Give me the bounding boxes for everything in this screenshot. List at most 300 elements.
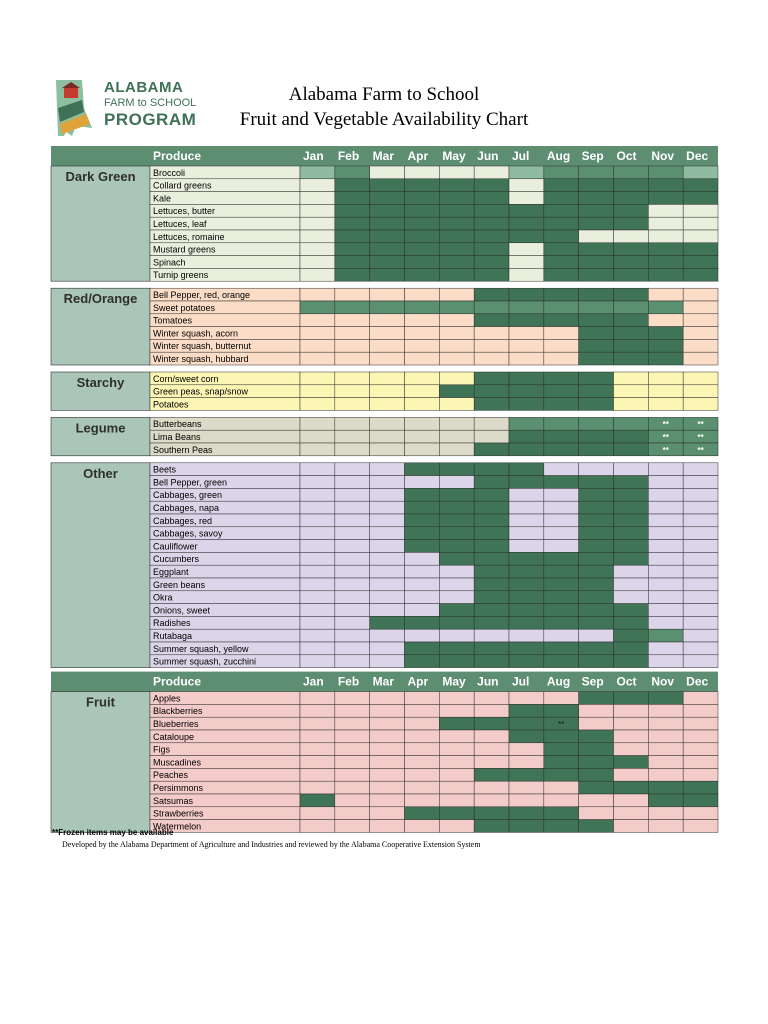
availability-cell bbox=[439, 717, 474, 730]
availability-cell bbox=[614, 820, 649, 833]
availability-cell bbox=[370, 756, 405, 769]
availability-cell bbox=[509, 565, 544, 578]
availability-cell bbox=[335, 820, 370, 833]
availability-cell bbox=[509, 166, 544, 179]
availability-cell bbox=[300, 578, 335, 591]
availability-cell bbox=[544, 768, 579, 781]
availability-cell bbox=[439, 692, 474, 705]
availability-cell bbox=[579, 781, 614, 794]
availability-cell bbox=[335, 339, 370, 352]
availability-cell bbox=[474, 476, 509, 489]
availability-cell bbox=[614, 217, 649, 230]
availability-cell bbox=[335, 417, 370, 430]
availability-cell bbox=[439, 301, 474, 314]
availability-cell bbox=[509, 488, 544, 501]
produce-name: Winter squash, acorn bbox=[153, 328, 239, 339]
availability-cell bbox=[439, 166, 474, 179]
availability-cell bbox=[439, 327, 474, 340]
availability-cell bbox=[509, 463, 544, 476]
availability-cell bbox=[683, 314, 718, 327]
category-label: Fruit bbox=[86, 694, 115, 710]
availability-cell bbox=[683, 217, 718, 230]
availability-cell bbox=[335, 527, 370, 540]
produce-name: Cauliflower bbox=[153, 541, 198, 552]
availability-cell bbox=[439, 268, 474, 281]
availability-cell bbox=[579, 730, 614, 743]
availability-cell bbox=[335, 704, 370, 717]
availability-cell bbox=[648, 179, 683, 192]
produce-name: Cucumbers bbox=[153, 554, 200, 565]
availability-cell bbox=[579, 756, 614, 769]
availability-cell bbox=[683, 243, 718, 256]
availability-cell bbox=[405, 256, 440, 269]
availability-cell bbox=[579, 807, 614, 820]
availability-cell bbox=[544, 288, 579, 301]
produce-name: Okra bbox=[153, 592, 173, 603]
produce-name: Cabbages, napa bbox=[153, 503, 220, 513]
availability-cell bbox=[648, 372, 683, 385]
availability-cell bbox=[300, 604, 335, 617]
availability-cell bbox=[544, 514, 579, 527]
availability-cell bbox=[648, 476, 683, 489]
availability-cell bbox=[544, 781, 579, 794]
header-month-dec: Dec bbox=[686, 674, 709, 689]
availability-cell bbox=[544, 527, 579, 540]
produce-name: Cabbages, green bbox=[153, 490, 223, 501]
availability-cell bbox=[648, 501, 683, 514]
availability-cell bbox=[370, 476, 405, 489]
produce-name: Lettuces, romaine bbox=[153, 231, 225, 242]
availability-cell bbox=[370, 794, 405, 807]
availability-cell bbox=[300, 192, 335, 205]
frozen-mark: ** bbox=[662, 433, 669, 442]
availability-cell bbox=[544, 339, 579, 352]
availability-cell bbox=[614, 604, 649, 617]
availability-cell bbox=[474, 655, 509, 668]
availability-cell bbox=[614, 476, 649, 489]
availability-cell bbox=[300, 768, 335, 781]
availability-cell bbox=[579, 552, 614, 565]
availability-cell bbox=[648, 591, 683, 604]
availability-cell bbox=[509, 756, 544, 769]
availability-cell bbox=[614, 692, 649, 705]
availability-cell bbox=[614, 385, 649, 398]
availability-cell bbox=[683, 476, 718, 489]
availability-cell bbox=[614, 807, 649, 820]
produce-name: Turnip greens bbox=[153, 270, 209, 281]
availability-cell bbox=[370, 430, 405, 443]
availability-cell bbox=[683, 629, 718, 642]
availability-cell bbox=[335, 768, 370, 781]
availability-cell bbox=[648, 743, 683, 756]
header-month-nov: Nov bbox=[651, 674, 675, 689]
availability-cell bbox=[335, 243, 370, 256]
availability-cell bbox=[474, 243, 509, 256]
availability-cell bbox=[579, 243, 614, 256]
logo-line-3: PROGRAM bbox=[104, 110, 197, 129]
availability-cell bbox=[405, 704, 440, 717]
availability-cell bbox=[648, 256, 683, 269]
availability-cell bbox=[648, 243, 683, 256]
availability-cell bbox=[648, 807, 683, 820]
availability-cell bbox=[509, 501, 544, 514]
availability-cell bbox=[405, 217, 440, 230]
logo-line-1: ALABAMA bbox=[104, 79, 184, 96]
availability-cell bbox=[579, 288, 614, 301]
availability-cell bbox=[300, 820, 335, 833]
availability-cell bbox=[579, 527, 614, 540]
page-title: Alabama Farm to School bbox=[288, 84, 480, 105]
frozen-mark: ** bbox=[662, 420, 669, 430]
availability-cell bbox=[335, 794, 370, 807]
availability-cell bbox=[509, 339, 544, 352]
availability-cell bbox=[370, 591, 405, 604]
availability-cell bbox=[544, 327, 579, 340]
availability-cell bbox=[335, 642, 370, 655]
availability-cell bbox=[370, 578, 405, 591]
availability-cell bbox=[614, 629, 649, 642]
availability-cell bbox=[300, 540, 335, 553]
availability-cell bbox=[509, 591, 544, 604]
availability-cell bbox=[474, 565, 509, 578]
availability-cell bbox=[474, 820, 509, 833]
availability-cell bbox=[544, 820, 579, 833]
availability-cell bbox=[335, 314, 370, 327]
availability-cell bbox=[579, 488, 614, 501]
availability-cell bbox=[300, 704, 335, 717]
produce-name: Spinach bbox=[153, 257, 186, 268]
availability-cell bbox=[648, 314, 683, 327]
produce-name: Apples bbox=[153, 693, 181, 704]
availability-cell bbox=[300, 655, 335, 668]
availability-cell bbox=[300, 476, 335, 489]
availability-cell bbox=[614, 417, 649, 430]
availability-cell bbox=[439, 578, 474, 591]
availability-cell bbox=[683, 756, 718, 769]
produce-name: Tomatoes bbox=[153, 315, 193, 326]
availability-cell bbox=[544, 301, 579, 314]
availability-cell bbox=[474, 327, 509, 340]
header-month-sep: Sep bbox=[581, 149, 604, 163]
category-label: Red/Orange bbox=[63, 291, 138, 307]
availability-cell bbox=[509, 230, 544, 243]
availability-cell bbox=[544, 794, 579, 807]
availability-cell bbox=[405, 655, 440, 668]
availability-cell bbox=[474, 488, 509, 501]
availability-cell bbox=[474, 230, 509, 243]
availability-cell bbox=[335, 717, 370, 730]
availability-cell bbox=[544, 243, 579, 256]
frozen-mark: ** bbox=[697, 420, 704, 430]
availability-cell bbox=[370, 398, 405, 411]
availability-cell bbox=[335, 743, 370, 756]
produce-name: Figs bbox=[153, 744, 171, 755]
produce-name: Satsumas bbox=[153, 795, 194, 806]
availability-cell bbox=[370, 443, 405, 456]
availability-cell bbox=[439, 820, 474, 833]
availability-cell bbox=[300, 807, 335, 820]
availability-cell bbox=[579, 655, 614, 668]
availability-cell bbox=[335, 781, 370, 794]
availability-cell bbox=[335, 268, 370, 281]
availability-cell bbox=[474, 642, 509, 655]
availability-cell bbox=[474, 417, 509, 430]
availability-cell bbox=[300, 692, 335, 705]
availability-cell bbox=[614, 192, 649, 205]
header-month-aug: Aug bbox=[546, 674, 571, 689]
availability-cell bbox=[509, 443, 544, 456]
availability-cell bbox=[474, 616, 509, 629]
availability-cell bbox=[509, 514, 544, 527]
availability-cell bbox=[614, 179, 649, 192]
availability-cell bbox=[579, 768, 614, 781]
availability-cell bbox=[683, 268, 718, 281]
availability-cell bbox=[335, 179, 370, 192]
availability-cell bbox=[405, 604, 440, 617]
availability-cell bbox=[579, 591, 614, 604]
availability-cell bbox=[405, 230, 440, 243]
availability-cell bbox=[648, 730, 683, 743]
availability-cell bbox=[614, 327, 649, 340]
availability-cell bbox=[300, 443, 335, 456]
availability-cell bbox=[509, 743, 544, 756]
availability-cell bbox=[405, 314, 440, 327]
availability-cell bbox=[544, 385, 579, 398]
produce-name: Rutabaga bbox=[153, 631, 193, 641]
availability-cell bbox=[648, 578, 683, 591]
availability-cell bbox=[405, 166, 440, 179]
header-month-may: May bbox=[442, 149, 466, 163]
availability-cell bbox=[370, 417, 405, 430]
availability-cell bbox=[683, 256, 718, 269]
produce-name-cell bbox=[150, 743, 300, 756]
availability-cell bbox=[614, 756, 649, 769]
availability-cell bbox=[683, 820, 718, 833]
produce-name: Winter squash, hubbard bbox=[153, 354, 249, 364]
produce-name: Summer squash, zucchini bbox=[153, 656, 257, 667]
availability-cell bbox=[300, 288, 335, 301]
availability-cell bbox=[439, 372, 474, 385]
availability-cell bbox=[683, 352, 718, 365]
availability-cell bbox=[683, 463, 718, 476]
availability-cell bbox=[509, 730, 544, 743]
availability-cell bbox=[544, 204, 579, 217]
availability-cell bbox=[509, 781, 544, 794]
availability-cell bbox=[439, 398, 474, 411]
availability-cell bbox=[648, 204, 683, 217]
availability-cell bbox=[405, 768, 440, 781]
availability-cell bbox=[579, 352, 614, 365]
produce-name: Persimmons bbox=[153, 783, 204, 793]
availability-cell bbox=[509, 417, 544, 430]
availability-cell bbox=[405, 730, 440, 743]
availability-cell bbox=[335, 578, 370, 591]
availability-cell bbox=[335, 288, 370, 301]
availability-cell bbox=[579, 166, 614, 179]
availability-cell bbox=[439, 476, 474, 489]
produce-name: Blueberries bbox=[153, 719, 199, 729]
availability-cell bbox=[614, 204, 649, 217]
availability-cell bbox=[370, 463, 405, 476]
availability-cell bbox=[683, 327, 718, 340]
availability-cell bbox=[474, 256, 509, 269]
availability-cell bbox=[300, 256, 335, 269]
availability-cell bbox=[405, 794, 440, 807]
produce-name: Lettuces, butter bbox=[153, 206, 216, 217]
availability-cell bbox=[370, 820, 405, 833]
availability-cell bbox=[614, 243, 649, 256]
availability-cell bbox=[439, 192, 474, 205]
availability-cell bbox=[370, 488, 405, 501]
availability-cell bbox=[683, 604, 718, 617]
availability-cell bbox=[300, 463, 335, 476]
availability-cell bbox=[579, 339, 614, 352]
availability-cell bbox=[300, 591, 335, 604]
availability-cell bbox=[405, 756, 440, 769]
availability-cell bbox=[335, 204, 370, 217]
produce-name: Beets bbox=[153, 464, 177, 475]
availability-cell bbox=[614, 540, 649, 553]
availability-cell bbox=[300, 565, 335, 578]
availability-cell bbox=[614, 488, 649, 501]
availability-cell bbox=[300, 743, 335, 756]
availability-cell bbox=[300, 204, 335, 217]
availability-cell bbox=[683, 655, 718, 668]
availability-cell bbox=[405, 565, 440, 578]
availability-cell bbox=[579, 717, 614, 730]
header-month-aug: Aug bbox=[546, 149, 571, 163]
availability-cell bbox=[509, 204, 544, 217]
availability-cell bbox=[544, 372, 579, 385]
produce-name: Onions, sweet bbox=[153, 605, 211, 616]
availability-cell bbox=[614, 781, 649, 794]
availability-cell bbox=[439, 417, 474, 430]
header-month-may: May bbox=[442, 674, 466, 689]
availability-cell bbox=[614, 352, 649, 365]
availability-cell bbox=[509, 642, 544, 655]
availability-cell bbox=[544, 443, 579, 456]
availability-cell bbox=[544, 692, 579, 705]
availability-cell bbox=[579, 417, 614, 430]
availability-cell bbox=[544, 743, 579, 756]
produce-name: Muscadines bbox=[153, 757, 202, 768]
availability-cell bbox=[544, 463, 579, 476]
availability-cell bbox=[370, 743, 405, 756]
header-month-oct: Oct bbox=[616, 674, 637, 689]
availability-cell bbox=[370, 768, 405, 781]
availability-cell bbox=[544, 352, 579, 365]
availability-cell bbox=[474, 768, 509, 781]
header-month-jul: Jul bbox=[512, 674, 530, 689]
availability-cell bbox=[683, 642, 718, 655]
availability-cell bbox=[474, 430, 509, 443]
produce-name: Radishes bbox=[153, 618, 191, 629]
availability-cell bbox=[405, 540, 440, 553]
availability-cell bbox=[683, 743, 718, 756]
availability-cell bbox=[474, 604, 509, 617]
availability-cell bbox=[579, 604, 614, 617]
availability-cell bbox=[648, 604, 683, 617]
availability-cell bbox=[474, 591, 509, 604]
availability-cell bbox=[683, 204, 718, 217]
availability-cell bbox=[335, 463, 370, 476]
produce-name: Watermelon bbox=[153, 821, 202, 832]
availability-cell bbox=[405, 629, 440, 642]
availability-cell bbox=[614, 501, 649, 514]
availability-cell bbox=[614, 514, 649, 527]
availability-cell bbox=[544, 314, 579, 327]
availability-cell bbox=[300, 430, 335, 443]
availability-cell bbox=[614, 463, 649, 476]
availability-cell bbox=[509, 398, 544, 411]
produce-name: Cabbages, savoy bbox=[153, 528, 223, 539]
availability-cell bbox=[474, 717, 509, 730]
availability-cell bbox=[683, 616, 718, 629]
produce-name: Bell Pepper, red, orange bbox=[153, 290, 251, 300]
availability-cell bbox=[683, 192, 718, 205]
header-month-apr: Apr bbox=[407, 149, 429, 163]
availability-cell bbox=[335, 756, 370, 769]
availability-cell bbox=[614, 430, 649, 443]
availability-cell bbox=[683, 781, 718, 794]
availability-cell bbox=[614, 301, 649, 314]
availability-cell bbox=[439, 629, 474, 642]
availability-cell bbox=[439, 540, 474, 553]
availability-cell bbox=[474, 268, 509, 281]
availability-cell bbox=[614, 268, 649, 281]
header-month-jun: Jun bbox=[477, 674, 499, 689]
availability-cell bbox=[614, 256, 649, 269]
availability-cell bbox=[300, 514, 335, 527]
header-month-feb: Feb bbox=[337, 149, 360, 163]
availability-cell bbox=[405, 268, 440, 281]
availability-cell bbox=[439, 385, 474, 398]
availability-cell bbox=[683, 730, 718, 743]
produce-name: Corn/sweet corn bbox=[153, 373, 219, 384]
availability-cell bbox=[614, 768, 649, 781]
availability-cell bbox=[405, 476, 440, 489]
availability-cell bbox=[579, 398, 614, 411]
availability-cell bbox=[300, 327, 335, 340]
availability-cell bbox=[648, 288, 683, 301]
availability-cell bbox=[474, 501, 509, 514]
header-month-apr: Apr bbox=[407, 674, 429, 689]
header-month-jul: Jul bbox=[512, 149, 530, 163]
availability-cell bbox=[683, 339, 718, 352]
availability-cell bbox=[579, 514, 614, 527]
availability-cell bbox=[335, 430, 370, 443]
availability-cell bbox=[648, 794, 683, 807]
availability-cell bbox=[335, 217, 370, 230]
availability-cell bbox=[579, 616, 614, 629]
availability-cell bbox=[300, 230, 335, 243]
availability-cell bbox=[509, 717, 544, 730]
availability-cell bbox=[439, 430, 474, 443]
availability-cell bbox=[509, 268, 544, 281]
availability-cell bbox=[370, 514, 405, 527]
header-month-nov: Nov bbox=[651, 149, 675, 163]
availability-cell bbox=[474, 756, 509, 769]
availability-cell bbox=[474, 352, 509, 365]
availability-cell bbox=[300, 243, 335, 256]
produce-name: Cataloupe bbox=[153, 731, 195, 742]
header-month-mar: Mar bbox=[372, 149, 395, 163]
availability-cell bbox=[439, 616, 474, 629]
produce-name: Green peas, snap/snow bbox=[153, 386, 249, 397]
availability-cell bbox=[300, 179, 335, 192]
availability-cell bbox=[683, 179, 718, 192]
availability-cell bbox=[648, 655, 683, 668]
